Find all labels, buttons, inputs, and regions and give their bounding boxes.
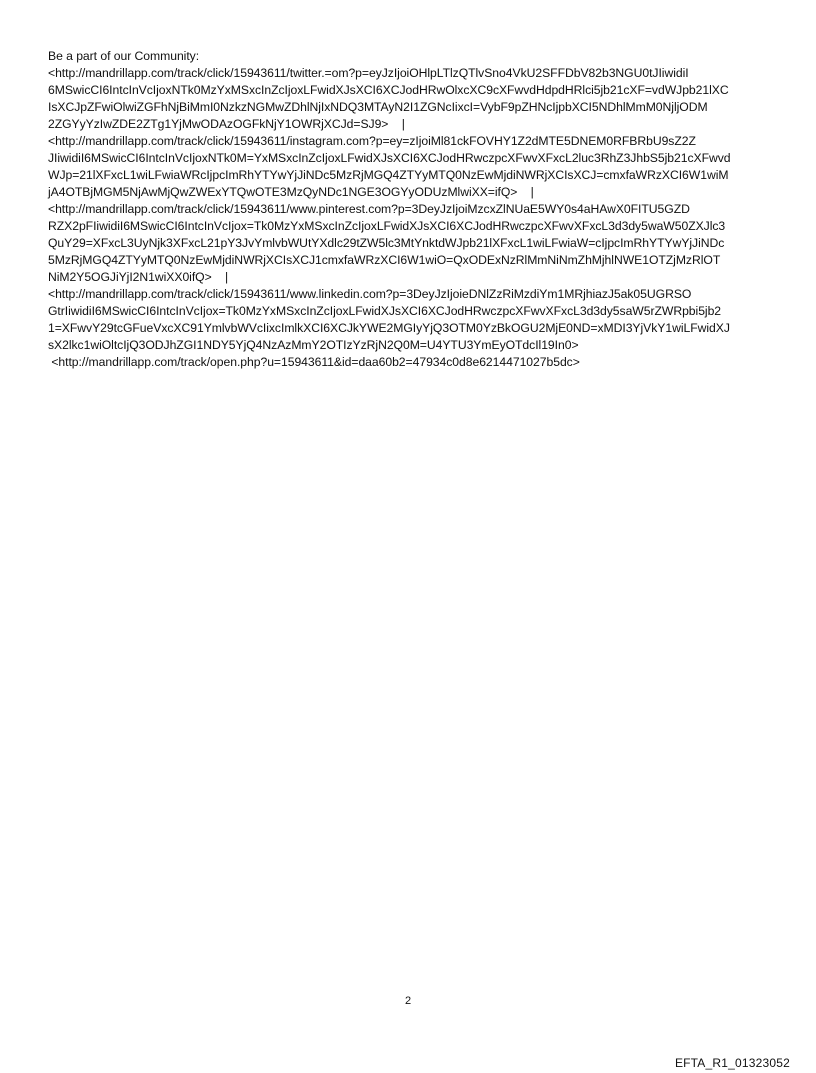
linkedin-link-line-2[interactable]: GtrIiwidiI6MSwicCI6IntcInVcIjox=Tk0MzYxMSxcInZcIjoxLFwidXJsXCI6XCJodHRwczpcXFwvXFxcL3d3dy5saW5rZWRpbi5jb2 <box>48 304 722 318</box>
instagram-link-line-2[interactable]: JIiwidiI6MSwicCI6IntcInVcIjoxNTk0M=YxMSxcInZcIjoxLFwidXJsXCI6XCJodHRwczpcXFwvXFxcL2luc3RhZ3JhbS5jb21cXFwvd <box>48 151 731 165</box>
twitter-link-line-4[interactable]: 2ZGYyYzIwZDE2ZTg1YjMwODAzOGFkNjY1OWRjXCJd=SJ9> | <box>48 117 405 131</box>
pinterest-link-line-3[interactable]: QuY29=XFxcL3UyNjk3XFxcL21pY3JvYmlvbWUtYXdlc29tZW5lc3MtYnktdWJpb21lXFxcL1wiLFwiaW=cIjpcImRhYTYwYjJiNDc <box>48 236 725 250</box>
twitter-link-line-3[interactable]: IsXCJpZFwiOlwiZGFhNjBiMmI0NzkzNGMwZDhlNjIxNDQ3MTAyN2I1ZGNcIixcI=VybF9pZHNcIjpbXCI5NDhlMmM0NjljODM <box>48 100 708 114</box>
pinterest-link-line-1[interactable]: <http://mandrillapp.com/track/click/15943611/www.pinterest.com?p=3DeyJzIjoiMzcxZlNUaE5WY0s4aHAwX0FITU5GZD <box>48 202 690 216</box>
pinterest-link-line-5[interactable]: NiM2Y5OGJiYjI2N1wiXX0ifQ> | <box>48 270 229 284</box>
instagram-link-line-1[interactable]: <http://mandrillapp.com/track/click/15943611/instagram.com?p=ey=zIjoiMl81ckFOVHY1Z2dMTE5DNEM0RFBRbU9sZ2Z <box>48 134 696 148</box>
linkedin-link-line-3[interactable]: 1=XFwvY29tcGFueVxcXC91YmlvbWVcIixcImlkXCI6XCJkYWE2MGIyYjQ3OTM0YzBkOGU2MjE0ND=xMDI3YjVkY1wiLFwidXJ <box>48 321 730 335</box>
linkedin-link-line-4[interactable]: sX2lkc1wiOltcIjQ3ODJhZGI1NDY5YjQ4NzAzMmY2OTIzYzRjN2Q0M=U4YTU3YmEyOTdcIl19In0> <box>48 338 579 352</box>
page-number: 2 <box>404 995 412 1007</box>
twitter-link-line-2[interactable]: 6MSwicCI6IntcInVcIjoxNTk0MzYxMSxcInZcIjoxLFwidXJsXCI6XCJodHRwOlxcXC9cXFwvdHdpdHRlci5jb21cXF=vdWJpb21lXC <box>48 83 729 97</box>
linkedin-link-line-1[interactable]: <http://mandrillapp.com/track/click/15943611/www.linkedin.com?p=3DeyJzIjoieDNlZzRiMzdiYm1MRjhiazJ5ak05UGRSO <box>48 287 692 301</box>
pinterest-link-line-2[interactable]: RZX2pFIiwidiI6MSwicCI6IntcInVcIjox=Tk0MzYxMSxcInZcIjoxLFwidXJsXCI6XCJodHRwczpcXFwvXFxcL3d3dy5waW50ZXJlc3 <box>48 219 726 233</box>
instagram-link-line-4[interactable]: jA4OTBjMGM5NjAwMjQwZWExYTQwOTE3MzQyNDc1NGE3OGYyODUzMlwiXX=ifQ> | <box>48 185 534 199</box>
twitter-link-line-1[interactable]: <http://mandrillapp.com/track/click/15943611/twitter.=om?p=eyJzIjoiOHlpLTlzQTlvSno4VkU2SFFDbV82b3NGU0tJIiwidiI <box>48 66 689 80</box>
instagram-link-line-3[interactable]: WJp=21lXFxcL1wiLFwiaWRcIjpcImRhYTYwYjJiNDc5MzRjMGQ4ZTYyMTQ0NzEwMjdiNWRjXCIsXCJ=cmxfaWRzXCI6W1wiM <box>48 168 729 182</box>
community-heading: Be a part of our Community: <box>48 49 200 63</box>
pinterest-link-line-4[interactable]: 5MzRjMGQ4ZTYyMTQ0NzEwMjdiNWRjXCIsXCJ1cmxfaWRzXCI6W1wiO=QxODExNzRlMmNiNmZhMjhlNWE1OTZjMzRlOT <box>48 253 721 267</box>
tracking-open-link[interactable]: <http://mandrillapp.com/track/open.php?u=15943611&id=daa60b2=47934c0d8e6214471027b5dc> <box>48 355 580 369</box>
bates-number: EFTA_R1_01323052 <box>674 1056 790 1070</box>
document-body <box>48 48 778 371</box>
